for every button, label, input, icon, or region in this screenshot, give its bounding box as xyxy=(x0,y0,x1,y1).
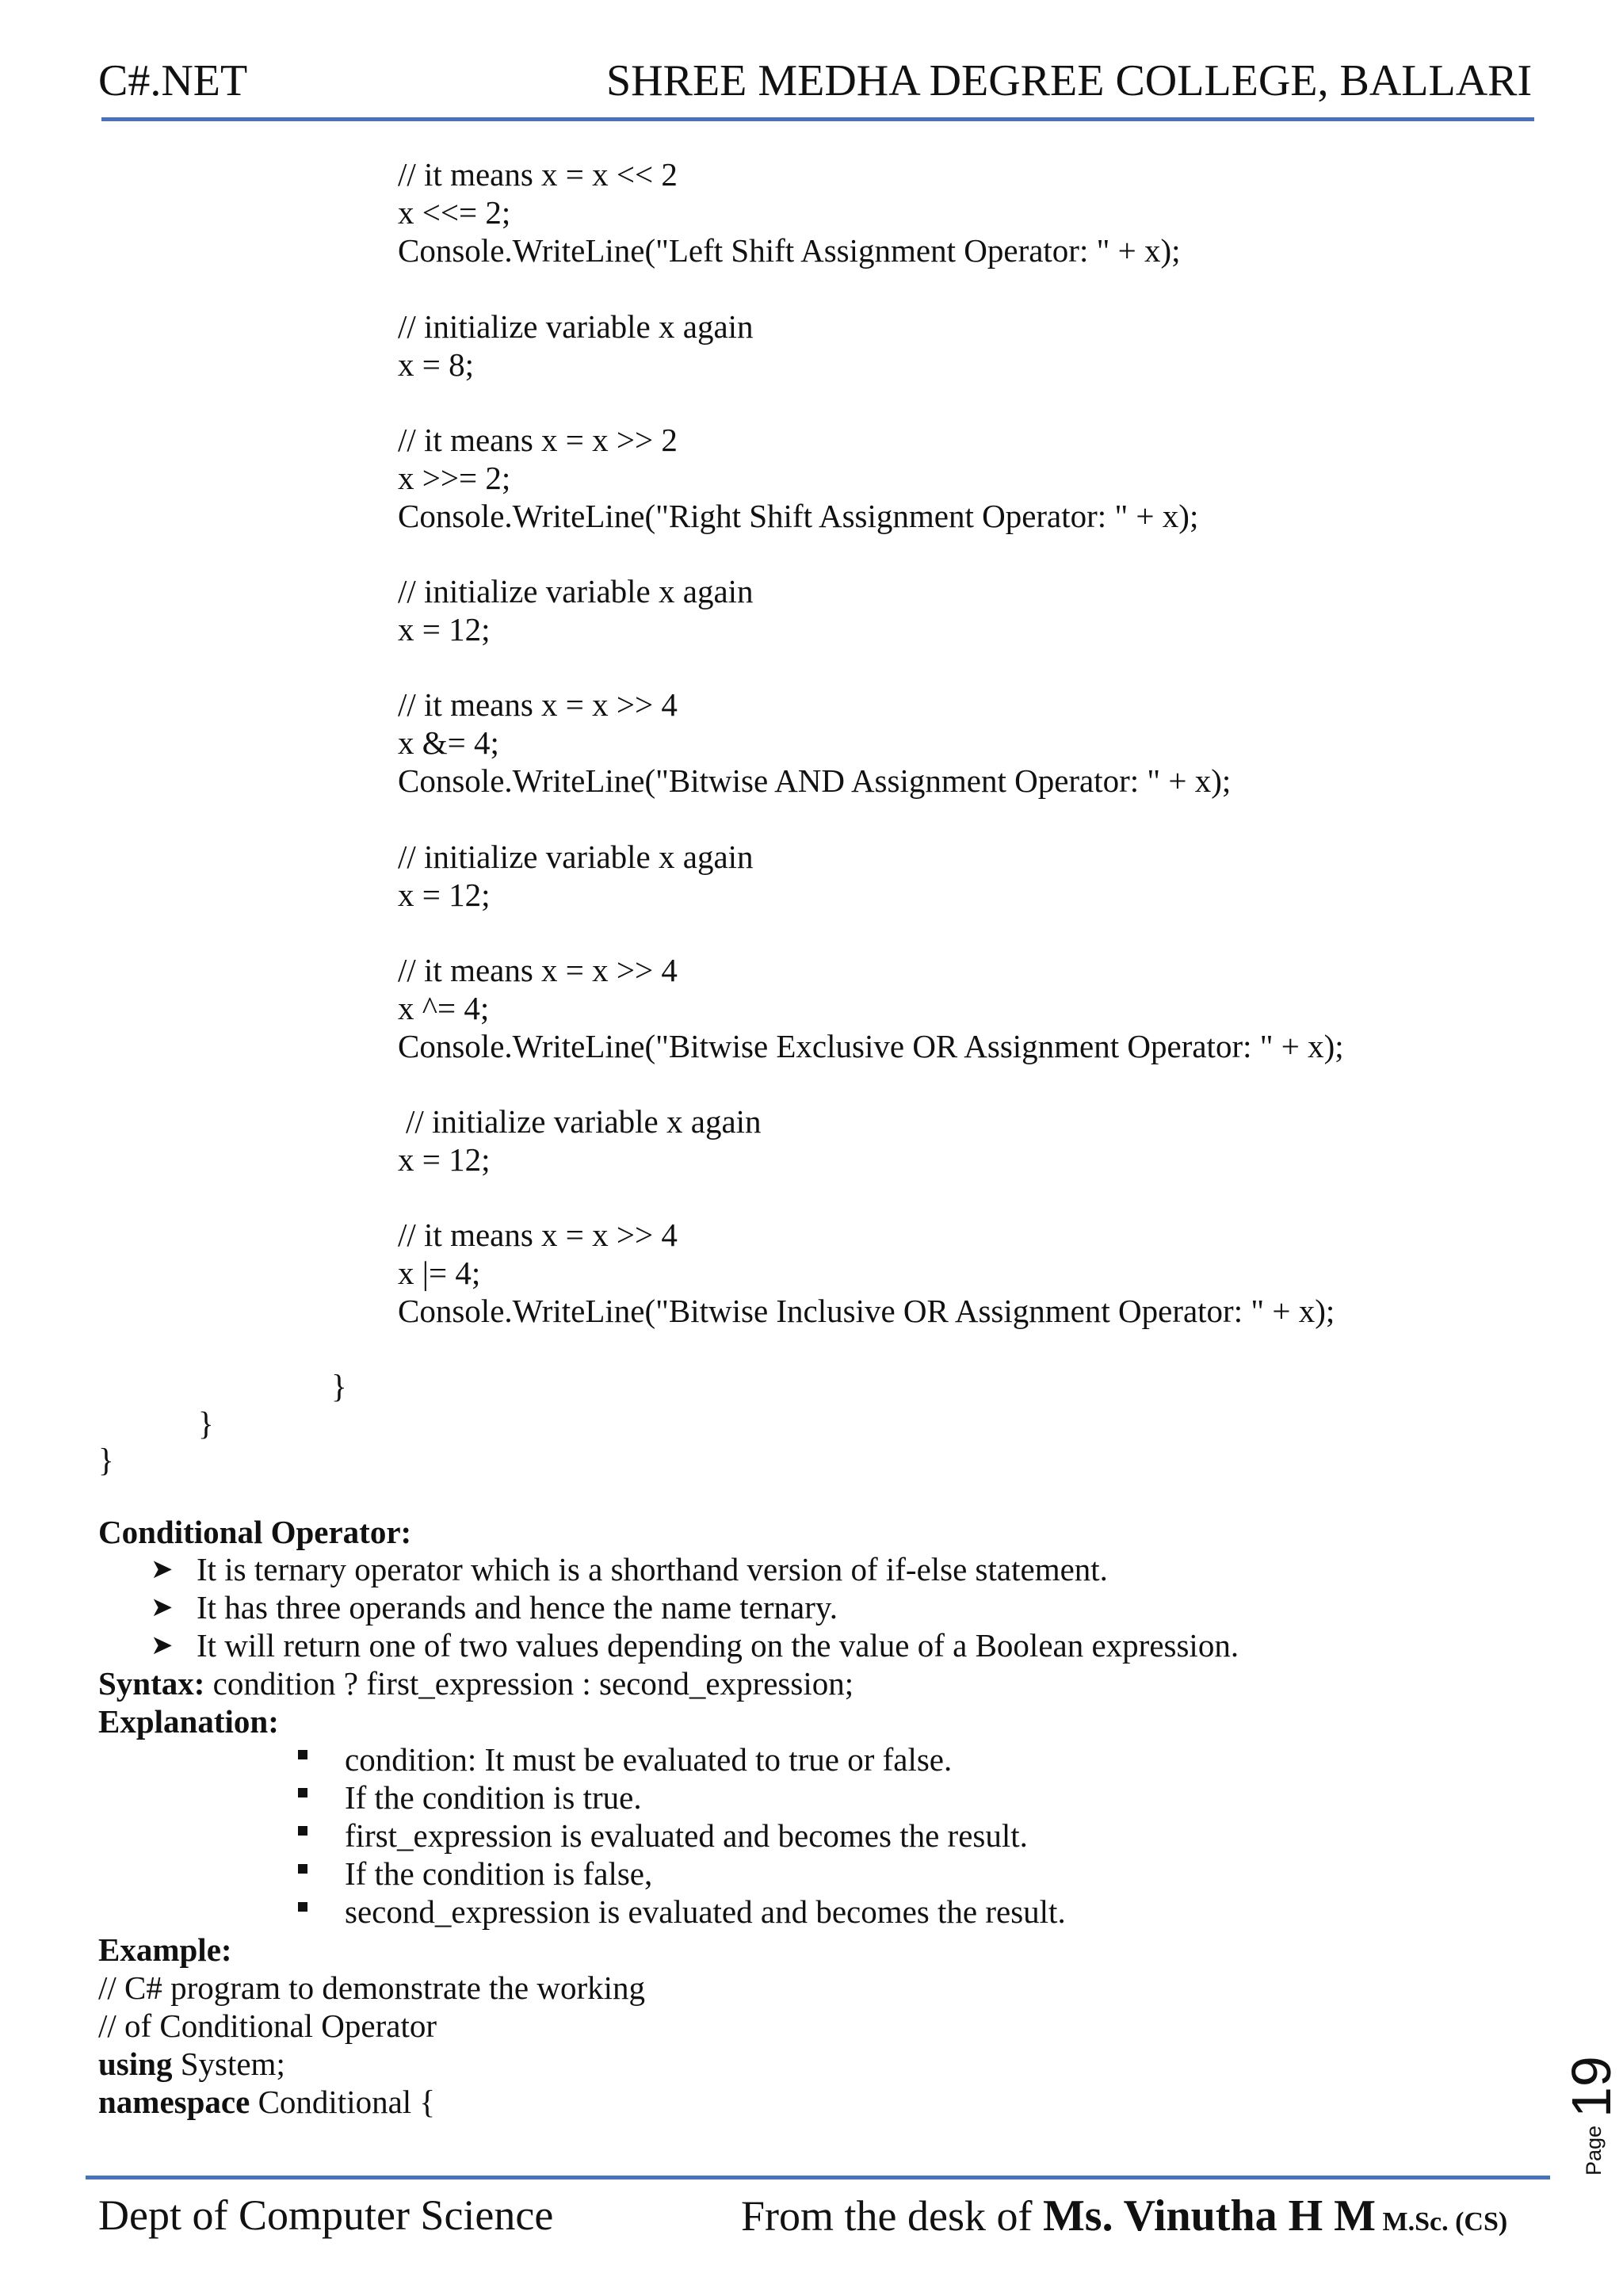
bullet-item: It will return one of two values depending on the value of a Boolean expression. xyxy=(197,1627,1239,1664)
code-line: // it means x = x >> 4 xyxy=(398,686,678,723)
code-line: // it means x = x >> 2 xyxy=(398,422,678,458)
header-rule xyxy=(101,117,1534,121)
code-line: Console.WriteLine("Bitwise Exclusive OR Assignment Operator: " + x); xyxy=(398,1028,1344,1064)
code-line: // initialize variable x again xyxy=(398,839,754,875)
square-bullet-icon xyxy=(298,1826,307,1836)
code-line: // it means x = x >> 4 xyxy=(398,952,678,988)
explanation-item: first_expression is evaluated and becomes the result. xyxy=(345,1817,1028,1854)
explanation-item: If the condition is false, xyxy=(345,1855,653,1892)
syntax-line xyxy=(98,1664,854,1702)
using-rest: System; xyxy=(172,2046,285,2082)
explanation-item: If the condition is true. xyxy=(345,1779,642,1816)
code-line: x ^= 4; xyxy=(398,990,490,1026)
example-label: Example: xyxy=(98,1931,232,1968)
closing-brace: } xyxy=(98,1442,114,1478)
code-line: Console.WriteLine("Left Shift Assignment Operator: " + x); xyxy=(398,232,1181,269)
code-line: // initialize variable x again xyxy=(406,1103,762,1140)
syntax-label: Syntax: xyxy=(98,1665,205,1702)
namespace-keyword: namespace xyxy=(98,2084,250,2120)
bullet-arrow-icon: ➤ xyxy=(151,1631,174,1660)
bullet-item: It is ternary operator which is a shorthand version of if-else statement. xyxy=(197,1551,1108,1587)
header-college-name: SHREE MEDHA DEGREE COLLEGE, BALLARI xyxy=(606,56,1533,105)
code-line: // it means x = x << 2 xyxy=(398,156,678,193)
code-line: Console.WriteLine("Right Shift Assignment Operator: " + x); xyxy=(398,498,1199,534)
using-line xyxy=(98,2045,285,2083)
explanation-item: second_expression is evaluated and becomes the result. xyxy=(345,1893,1066,1930)
code-line: x = 12; xyxy=(398,877,491,913)
code-line: // it means x = x >> 4 xyxy=(398,1217,678,1253)
footer-author xyxy=(741,2191,1507,2241)
explanation-label: Explanation: xyxy=(98,1703,279,1740)
code-line: x = 12; xyxy=(398,611,491,648)
code-line: x >>= 2; xyxy=(398,460,511,496)
footer-department: Dept of Computer Science xyxy=(98,2191,554,2239)
code-line: x = 8; xyxy=(398,346,475,383)
square-bullet-icon xyxy=(298,1750,307,1759)
footer-prefix: From the desk of xyxy=(741,2192,1043,2240)
code-line: x &= 4; xyxy=(398,724,499,761)
square-bullet-icon xyxy=(298,1902,307,1912)
bullet-item: It has three operands and hence the name ternary. xyxy=(197,1589,838,1626)
code-line: // initialize variable x again xyxy=(398,308,754,345)
example-comment: // of Conditional Operator xyxy=(98,2008,437,2044)
header-course-title: C#.NET xyxy=(98,56,248,105)
closing-brace: } xyxy=(331,1368,347,1404)
code-line: Console.WriteLine("Bitwise Inclusive OR Assignment Operator: " + x); xyxy=(398,1293,1335,1329)
page-label: Page xyxy=(1582,2125,1606,2176)
bullet-arrow-icon: ➤ xyxy=(151,1593,174,1622)
square-bullet-icon xyxy=(298,1788,307,1797)
code-line: x = 12; xyxy=(398,1141,491,1178)
namespace-line xyxy=(98,2083,435,2121)
footer-degree: M.Sc. (CS) xyxy=(1376,2207,1508,2237)
code-line: // initialize variable x again xyxy=(398,573,754,609)
footer-name: Ms. Vinutha H M xyxy=(1042,2191,1377,2241)
square-bullet-icon xyxy=(298,1864,307,1874)
page-number: 19 xyxy=(1560,2056,1622,2118)
section-heading: Conditional Operator: xyxy=(98,1514,412,1550)
code-line: Console.WriteLine("Bitwise AND Assignment Operator: " + x); xyxy=(398,762,1232,799)
code-line: x |= 4; xyxy=(398,1255,481,1291)
example-comment: // C# program to demonstrate the working xyxy=(98,1969,646,2006)
syntax-text: condition ? first_expression : second_expression; xyxy=(204,1665,854,1702)
explanation-item: condition: It must be evaluated to true or false. xyxy=(345,1741,953,1778)
using-keyword: using xyxy=(98,2046,173,2082)
closing-brace: } xyxy=(198,1405,214,1442)
namespace-rest: Conditional { xyxy=(250,2084,436,2120)
code-line: x <<= 2; xyxy=(398,194,511,231)
bullet-arrow-icon: ➤ xyxy=(151,1555,174,1584)
footer-rule xyxy=(86,2176,1550,2179)
